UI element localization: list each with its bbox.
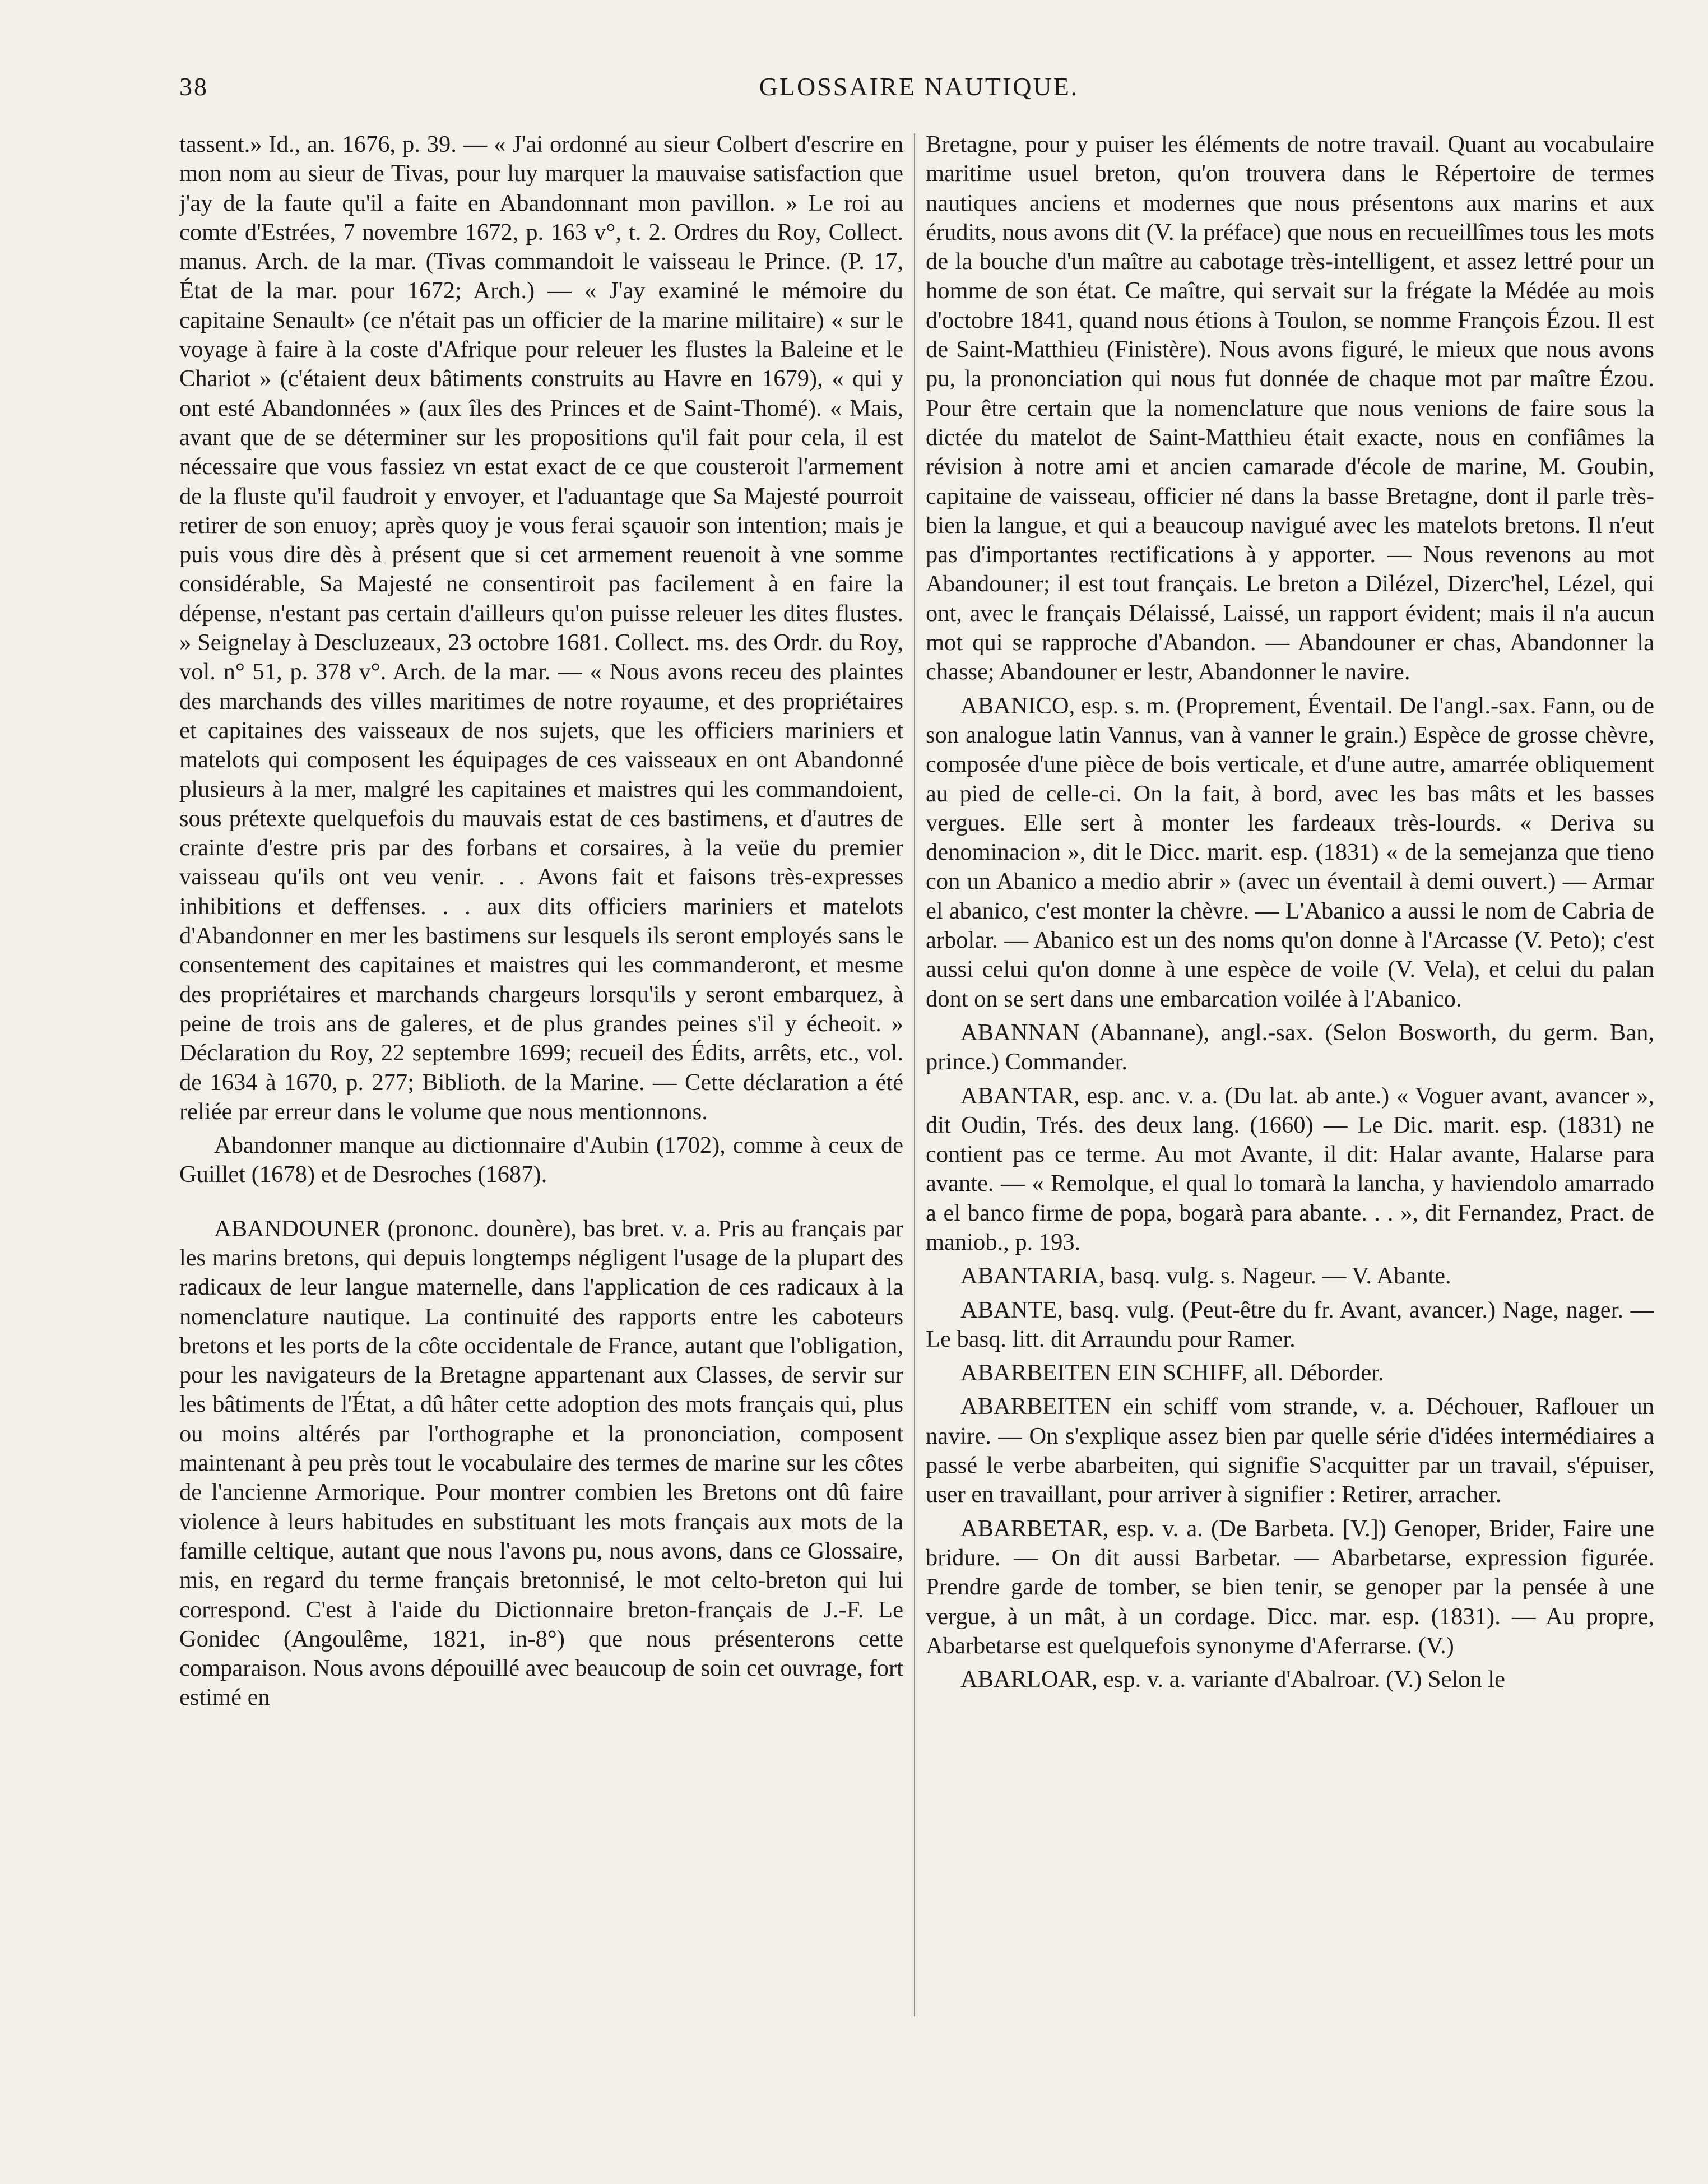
left-column xyxy=(179,130,903,2024)
page-number: 38 xyxy=(179,72,208,101)
running-title: GLOSSAIRE NAUTIQUE. xyxy=(759,72,1079,101)
paragraph-abandonner-citations: tassent.» Id., an. 1676, p. 39. — « J'ai ordonné au sieur Colbert d'escrire en mon nom au sieur de Tivas, pour luy marquer la mauvaise satisfaction que j'ay de la faute qu'il a faite en Abandonnant mon pavillon. » Le roi au comte d'Estrées, 7 novembre 1672, p. 163 v°, t. 2. Ordres du Roy, Collect. manus. Arch. de la mar. (Tivas commandoit le vaisseau le Prince. (P. 17, État de la mar. pour 1672; Arch.) — « J'ay examiné le mémoire du capitaine Senault» (ce n'était pas un officier de la marine militaire) « sur le voyage à faire à la coste d'Afrique pour releuer les flustes la Baleine et le Chariot » (c'étaient deux bâtiments construits au Havre en 1679), « qui y ont esté Abandonnées » (aux îles des Princes et de Saint-Thomé). « Mais, avant que de se déterminer sur les propositions qu'il fait pour cela, il est nécessaire que vous fassiez vn estat exact de ce que cousteroit l'armement de la fluste qu'il faudroit y envoyer, et l'aduantage que Sa Majesté pourroit retirer de son enuoy; après quoy je vous ferai sçauoir son intention; mais je puis vous dire dès à présent que si cet armement reuenoit à vne somme considérable, Sa Majesté ne consentiroit pas facilement à en faire la dépense, n'estant pas certain d'ailleurs qu'on puisse releuer les dites flustes. » Seignelay à Descluzeaux, 23 octobre 1681. Collect. ms. des Ordr. du Roy, vol. n° 51, p. 378 v°. Arch. de la mar. — « Nous avons receu des plaintes des marchands des villes maritimes de notre royaume, et des propriétaires et capitaines des vaisseaux de nos sujets, que les officiers mariniers et matelots qui composent les équipages de ces vaisseaux en ont Abandonné plusieurs à la mer, malgré les capitaines et maistres qui les commandoient, sous prétexte quelquefois du mauvais estat de ces bastimens, et d'autres de crainte d'estre pris par des forbans et corsaires, à la veüe du premier vaisseau qu'ils ont veu venir. . . Avons fait et faisons très-expresses inhibitions et deffenses. . . aux dits officiers mariniers et matelots d'Abandonner en mer les bastimens sur lesquels ils seront employés sans le consentement des capitaines et maistres qui les commanderont, et mesme des propriétaires et marchands chargeurs lorsqu'ils y seront embarquez, à peine de trois ans de galeres, et de plus grandes peines s'il y écheoit. » Déclaration du Roy, 22 septembre 1699; recueil des Édits, arrêts, etc., vol. de 1634 à 1670, p. 277; Biblioth. de la Marine. — Cette déclaration a été reliée par erreur dans le volume que nous mentionnons. xyxy=(179,131,903,1125)
paragraph-abandouner-continued: Bretagne, pour y puiser les éléments de notre travail. Quant au vocabulaire maritime usuel breton, qu'on trouvera dans le Répertoire de termes nautiques anciens et modernes que nous présentons aux marins et aux érudits, nous avons dit (V. la préface) que nous en recueillîmes tous les mots de la bouche d'un maître au cabotage très-intelligent, et assez lettré pour un homme de son état. Ce maître, qui servait sur la frégate la Médée au mois d'octobre 1841, quand nous étions à Toulon, se nomme François Ézou. Il est de Saint-Matthieu (Finistère). Nous avons figuré, le mieux que nous avons pu, la prononciation qui nous fut donnée de chaque mot par maître Ézou. Pour être certain que la nomenclature que nous venions de faire sous la dictée du matelot de Saint-Matthieu était exacte, nous en confiâmes la révision à notre ami et ancien camarade d'école de marine, M. Goubin, capitaine de vaisseau, officier né dans la basse Bretagne, dont il parle très-bien la langue, et qui a beaucoup navigué avec les matelots bretons. Il n'eut pas d'importantes rectifications à y apporter. — Nous revenons au mot Abandouner; il est tout français. Le breton a Dilézel, Dizerc'hel, Lézel, qui ont, avec le français Délaissé, Laissé, un rapport évident; mais il n'a aucun mot qui se rapproche d'Abandon. — Abandouner er chas, Abandonner la chasse; Abandouner er lestr, Abandonner le navire. xyxy=(926,131,1654,685)
entry-abante: ABANTE, basq. vulg. (Peut-être du fr. Avant, avancer.) Nage, nager. — Le basq. litt. dit Arraundu pour Ramer. xyxy=(926,1296,1654,1352)
entry-abarloar: ABARLOAR, esp. v. a. variante d'Abalroar. (V.) Selon le xyxy=(960,1666,1505,1693)
entry-abarbeiten-vom-strande: ABARBEITEN ein schiff vom strande, v. a. Déchouer, Raflouer un navire. — On s'explique assez bien par quelle série d'idées intermédiaires a passé le verbe abarbeiten, qui signifie S'acquitter par un travail, s'épuiser, user en travaillant, pour arriver à signifier : Retirer, arracher. xyxy=(926,1393,1654,1508)
entry-abannan: ABANNAN (Abannane), angl.-sax. (Selon Bosworth, du germ. Ban, prince.) Commander. xyxy=(926,1019,1654,1075)
page-header xyxy=(179,72,1659,105)
entry-abarbetar: ABARBETAR, esp. v. a. (De Barbeta. [V.]) Genoper, Brider, Faire une bridure. — On dit aussi Barbetar. — Abarbetarse, expression figurée. Prendre garde de tomber, se bien tenir, se genoper par la pensée à une vergue, à un mât, à un cordage. Dicc. mar. esp. (1831). — Au propre, Abarbetarse est quelquefois synonyme d'Aferrarse. (V.) xyxy=(926,1515,1654,1659)
entry-abantaria: ABANTARIA, basq. vulg. s. Nageur. — V. Abante. xyxy=(960,1263,1451,1290)
right-column xyxy=(926,130,1654,2024)
entry-abarbeiten-ein-schiff: ABARBEITEN EIN SCHIFF, all. Déborder. xyxy=(960,1360,1384,1387)
entry-abanico: ABANICO, esp. s. m. (Proprement, Éventail. De l'angl.-sax. Fann, ou de son analogue latin Vannus, van à vanner le grain.) Espèce de grosse chèvre, composée d'une pièce de bois verticale, et d'une autre, amarrée obliquement au pied de celle-ci. On la fait, à bord, avec les bas mâts et les basses vergues. Elle sert à monter les fardeaux très-lourds. « Deriva su denominacion », dit le Dicc. marit. esp. (1831) « de la semejanza que tieno con un Abanico a medio abrir » (avec un éventail à demi ouvert.) — Armar el abanico, c'est monter la chèvre. — L'Abanico a aussi le nom de Cabria de arbolar. — Abanico est un des noms qu'on donne à l'Arcasse (V. Peto); c'est aussi celui qu'on donne à une espèce de voile (V. Vela), et celui du palan dont on se sert dans une embarcation voilée à l'Abanico. xyxy=(926,692,1654,1012)
entry-abandouner: ABANDOUNER (prononc. dounère), bas bret. v. a. Pris au français par les marins bretons, qui depuis longtemps négligent l'usage de la plupart des radicaux de leur langue maternelle, dans l'application de ces radicaux à la nomenclature nautique. La continuité des rapports entre les caboteurs bretons et les ports de la côte occidentale de France, autant que l'obligation, pour les navigateurs de la Bretagne appartenant aux Classes, de servir sur les bâtiments de l'État, a dû hâter cette adoption des mots français qui, plus ou moins altérés par l'orthographe et la prononciation, composent maintenant à peu près tout le vocabulaire des termes de marine sur les côtes de l'ancienne Armorique. Pour montrer combien les Bretons ont dû faire violence à leurs habitudes en substituant les mots français aux mots de la famille celtique, autant que nous l'avons pu, nous avons, dans ce Glossaire, mis, en regard du terme français bretonnisé, le mot celto-breton qui lui correspond. C'est à l'aide du Dictionnaire breton-français de J.-F. Le Gonidec (Angoulême, 1821, in-8°) que nous présenterons cette comparaison. Nous avons dépouillé avec beaucoup de soin cet ouvrage, fort estimé en xyxy=(179,1215,903,1711)
column-divider xyxy=(914,133,915,2016)
paragraph-abandonner-dictionaries: Abandonner manque au dictionnaire d'Aubin (1702), comme à ceux de Guillet (1678) et de Desroches (1687). xyxy=(179,1132,903,1188)
entry-abantar: ABANTAR, esp. anc. v. a. (Du lat. ab ante.) « Voguer avant, avancer », dit Oudin, Trés. des deux lang. (1660) — Le Dic. marit. esp. (1831) ne contient pas ce terme. Au mot Avante, il dit: Halar avante, Halarse para avante. — « Remolque, el qual lo tomarà la lancha, y haviendolo amarrado a el banco firme de popa, bogarà para abante. . . », dit Fernandez, Pract. de maniob., p. 193. xyxy=(926,1082,1654,1255)
